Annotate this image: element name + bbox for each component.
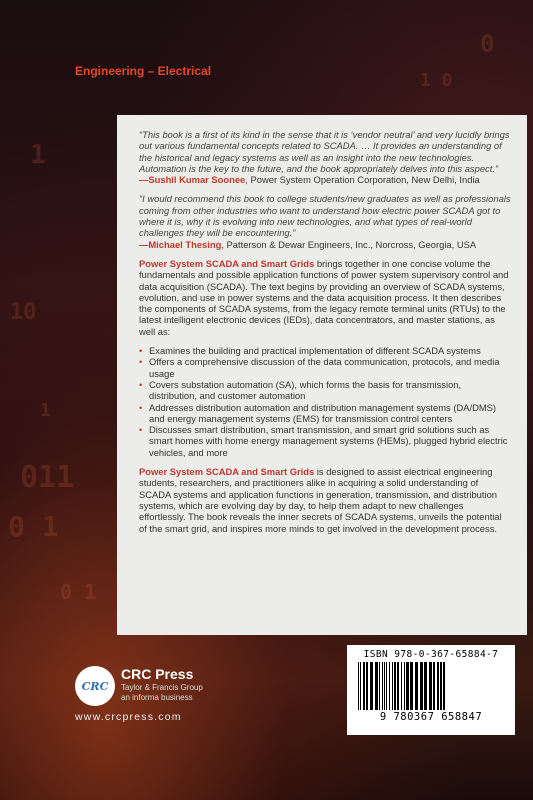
barcode-bar (410, 662, 413, 710)
review-quote-1 (139, 129, 511, 185)
publisher-group: Taylor & Francis Group (121, 683, 203, 692)
quote-text: “I would recommend this book to college students/new graduates as well as professionals coming from other industries who want to understand how electric power SCADA got to where it is, why it is evolving into new technologies, and what types of real-world challenges they will be encountering.” (139, 193, 511, 239)
list-item: • Covers substation automation (SA), which forms the basis for transmission, distribution, and customer automation (139, 379, 511, 402)
barcode-bar (401, 662, 402, 710)
barcode-bar (406, 662, 409, 710)
closing-paragraph (139, 466, 511, 534)
barcode-bar (384, 662, 385, 710)
quote-affiliation: , Patterson & Dewar Engineers, Inc., Norcross, Georgia, USA (221, 238, 477, 250)
barcode-bar (379, 662, 380, 710)
isbn-barcode (347, 645, 515, 735)
crc-press-logo-icon (75, 666, 115, 706)
isbn-text: ISBN 978-0-367-65884-7 (363, 649, 499, 660)
intro-paragraph (139, 258, 511, 337)
list-item: • Discusses smart distribution, smart transmission, and smart grid solutions such as smart homes with home energy management systems (HEMs), plugged hybrid electric vehicles, and more (139, 424, 511, 458)
ean-digits: 9 780367 658847 (379, 711, 483, 723)
barcode-bar (443, 662, 445, 710)
barcode-bar (394, 662, 396, 710)
barcode-bar (375, 662, 378, 710)
barcode-icon (356, 662, 506, 710)
publisher-name: CRC Press (121, 666, 194, 682)
barcode-bar (415, 662, 418, 710)
closing-text: is designed to assist electrical engineering students, researchers, and practitioners alike in acquiring a solid understanding of SCADA systems and application functions in generation, transmission, and distribution systems, which are evolving day by day, to help them adapt to new challenges effortlessly. The book reveals the inner secrets of SCADA systems, unveils the potential of the smart grid, and inspires more minds to get involved in the development process. (139, 466, 502, 534)
review-quote-2 (139, 193, 511, 249)
barcode-bar (392, 662, 393, 710)
list-item: • Addresses distribution automation and distribution management systems (DA/DMS) and energy management systems (EMS) for transmission control centers (139, 402, 511, 425)
barcode-bar (440, 662, 442, 710)
list-item: • Offers a comprehensive discussion of the data communication, protocols, and media usage (139, 356, 511, 379)
barcode-bar (424, 662, 427, 710)
barcode-bar (397, 662, 399, 710)
description-panel (117, 115, 527, 635)
barcode-bar (389, 662, 390, 710)
barcode-bar (366, 662, 368, 710)
feature-list (139, 345, 511, 458)
list-item: • Examines the building and practical implementation of different SCADA systems (139, 345, 511, 356)
barcode-bar (429, 662, 432, 710)
barcode-bar (386, 662, 387, 710)
publisher-block (75, 662, 235, 722)
barcode-bar (433, 662, 435, 710)
logo-text: CRC (81, 679, 109, 693)
book-title: Power System SCADA and Smart Grids (139, 466, 315, 478)
barcode-bar (437, 662, 439, 710)
background-binary-pattern: 1 10 011 0 1 0 1 0 1 0 1 (8, 30, 495, 604)
quote-text: “This book is a first of its kind in the sense that it is ‘vendor neutral’ and very lucidly brings out various fundamental concepts related to SCADA. … It provides an understanding of the historical and legacy systems as well as an insight into the new technologies. Automation is the key to the future, and the book appropriately delves into this aspect.” (139, 129, 510, 174)
barcode-bar (363, 662, 365, 710)
barcode-bar (360, 662, 361, 710)
quote-affiliation: , Power System Operation Corporation, New Delhi, India (245, 174, 480, 186)
barcode-bar (382, 662, 383, 710)
publisher-url: www.crcpress.com (75, 711, 182, 723)
barcode-bar (420, 662, 423, 710)
barcode-bar (358, 662, 359, 710)
book-title: Power System SCADA and Smart Grids (139, 257, 315, 269)
quote-attribution (139, 174, 511, 185)
publisher-tagline: an informa business (121, 693, 193, 702)
barcode-bar (370, 662, 373, 710)
quote-attribution (139, 239, 511, 250)
quote-author: —Sushil Kumar Soonee (139, 174, 246, 186)
intro-text: brings together in one concise volume the fundamentals and possible application functions of power system supervisory control and data acquisition (SCADA). The text begins by providing an overview of SCADA systems, evolution, and use in power systems and the data acquisition process. It then describes the components of SCADA systems, from the legacy remote terminal units (RTUs) to the latest intelligent electronic devices (IEDs), data concentrators, and master stations, as well as: (139, 257, 509, 337)
barcode-bar (404, 662, 405, 710)
quote-author: —Michael Thesing (139, 238, 222, 250)
category-label: Engineering – Electrical (75, 64, 212, 78)
